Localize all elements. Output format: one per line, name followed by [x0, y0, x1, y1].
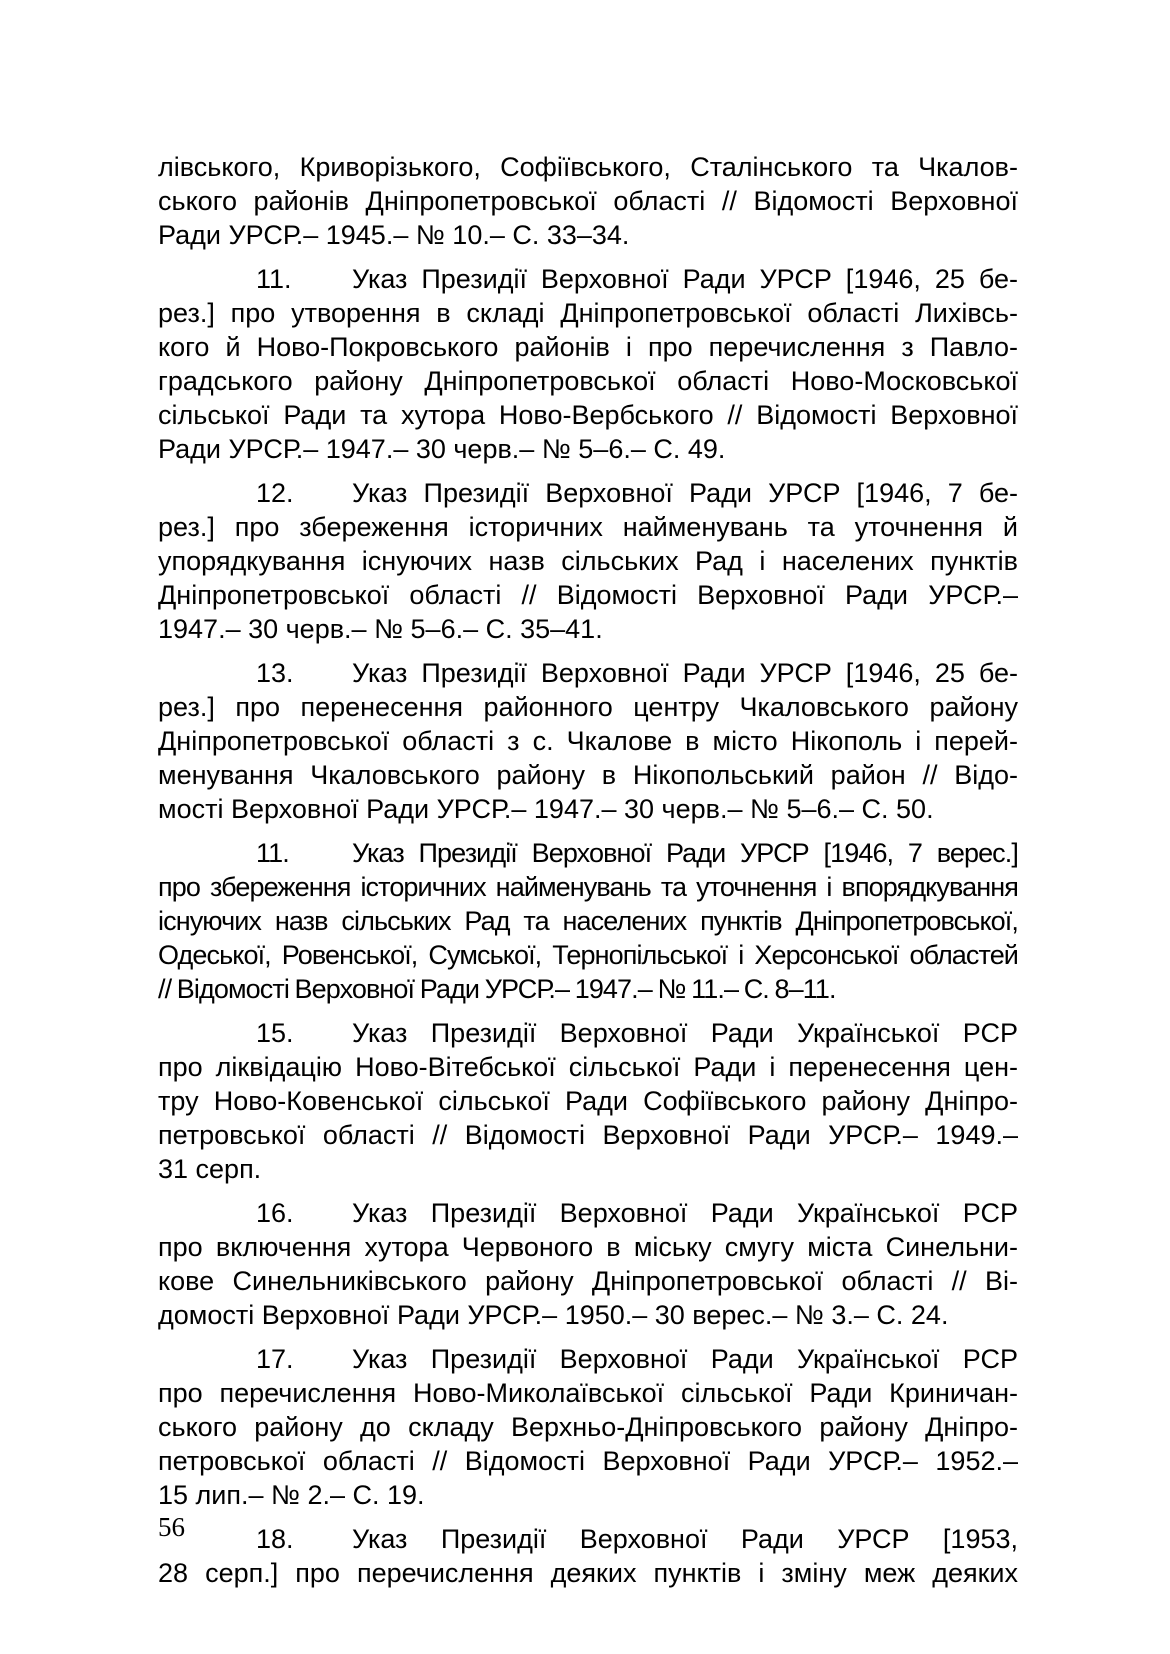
text-line: про збереження історичних найменувань та уточнення і впорядкування: [158, 872, 1018, 902]
list-item: [158, 476, 1018, 646]
page-number: 56: [158, 1512, 185, 1542]
text-line: ського району до складу Верхньо-Дніпровського району Дніпро-: [158, 1412, 1018, 1442]
list-item: [158, 150, 1018, 252]
list-item: [158, 262, 1018, 466]
body-text: [158, 150, 1018, 1590]
text-line: 12. Указ Президії Верховної Ради УРСР [1946, 7 бе-: [256, 478, 1018, 508]
text-line: 11. Указ Президії Верховної Ради УРСР [1946, 25 бе-: [256, 264, 1018, 294]
text-line: 28 серп.] про перечислення деяких пунктів і зміну меж деяких: [158, 1558, 1018, 1588]
text-line: рез.] про утворення в складі Дніпропетровської області Лихівсь-: [158, 298, 1018, 328]
text-line: кого й Ново-Покровського районів і про перечислення з Павло-: [158, 332, 1018, 362]
text-line: домості Верховної Ради УРСР.– 1950.– 30 верес.– № 3.– С. 24.: [158, 1300, 949, 1330]
text-line: 13. Указ Президії Верховної Ради УРСР [1946, 25 бе-: [256, 658, 1018, 688]
text-line: тру Ново-Ковенської сільської Ради Софіївського району Дніпро-: [158, 1086, 1018, 1116]
list-item: [158, 836, 1018, 1006]
text-line: про перечислення Ново-Миколаївської сільської Ради Криничан-: [158, 1378, 1018, 1408]
text-line: рез.] про збереження історичних найменувань та уточнення й: [158, 512, 1018, 542]
text-line: Дніпропетровської області з с. Чкалове в місто Нікополь і перей-: [158, 726, 1018, 756]
text-line: упорядкування існуючих назв сільських Рад і населених пунктів: [158, 546, 1018, 576]
text-line: Ради УРСР.– 1945.– № 10.– С. 33–34.: [158, 220, 630, 250]
text-line: // Відомості Верховної Ради УРСР.– 1947.– № 11.– С. 8–11.: [158, 974, 836, 1004]
text-line: кове Синельниківського району Дніпропетровської області // Ві-: [158, 1266, 1018, 1296]
list-item: [158, 1016, 1018, 1186]
text-line: петровської області // Відомості Верховної Ради УРСР.– 1949.–: [158, 1120, 1018, 1150]
list-item: [158, 1196, 1018, 1332]
text-line: менування Чкаловського району в Нікопольський район // Відо-: [158, 760, 1018, 790]
text-line: 17. Указ Президії Верховної Ради Української РСР: [256, 1344, 1018, 1374]
text-line: 18. Указ Президії Верховної Ради УРСР [1953,: [256, 1524, 1018, 1554]
text-line: 15 лип.– № 2.– С. 19.: [158, 1480, 425, 1510]
text-line: існуючих назв сільських Рад та населених пунктів Дніпропетровської,: [158, 906, 1018, 936]
text-line: 15. Указ Президії Верховної Ради Української РСР: [256, 1018, 1018, 1048]
text-line: Ради УРСР.– 1947.– 30 черв.– № 5–6.– С. 49.: [158, 434, 726, 464]
text-line: лівського, Криворізького, Софіївського, Сталінського та Чкалов-: [158, 152, 1018, 182]
list-item: [158, 656, 1018, 826]
text-line: Одеської, Ровенської, Сумської, Тернопільської і Херсонської областей: [158, 940, 1018, 970]
text-line: петровської області // Відомості Верховної Ради УРСР.– 1952.–: [158, 1446, 1018, 1476]
text-line: про ліквідацію Ново-Вітебської сільської Ради і перенесення цен-: [158, 1052, 1018, 1082]
list-item: [158, 1342, 1018, 1512]
text-line: ського районів Дніпропетровської області // Відомості Верховної: [158, 186, 1018, 216]
text-line: Дніпропетровської області // Відомості Верховної Ради УРСР.–: [158, 580, 1018, 610]
text-line: 31 серп.: [158, 1154, 262, 1184]
text-line: 1947.– 30 черв.– № 5–6.– С. 35–41.: [158, 614, 603, 644]
text-line: сільської Ради та хутора Ново-Вербського // Відомості Верховної: [158, 400, 1018, 430]
text-line: 16. Указ Президії Верховної Ради Української РСР: [256, 1198, 1018, 1228]
text-line: про включення хутора Червоного в міську смугу міста Синельни-: [158, 1232, 1018, 1262]
text-line: 11. Указ Президії Верховної Ради УРСР [1946, 7 верес.]: [256, 838, 1018, 868]
text-line: мості Верховної Ради УРСР.– 1947.– 30 черв.– № 5–6.– С. 50.: [158, 794, 934, 824]
text-line: рез.] про перенесення районного центру Чкаловського району: [158, 692, 1018, 722]
list-item: [158, 1522, 1018, 1590]
text-line: градського району Дніпропетровської області Ново-Московської: [158, 366, 1018, 396]
